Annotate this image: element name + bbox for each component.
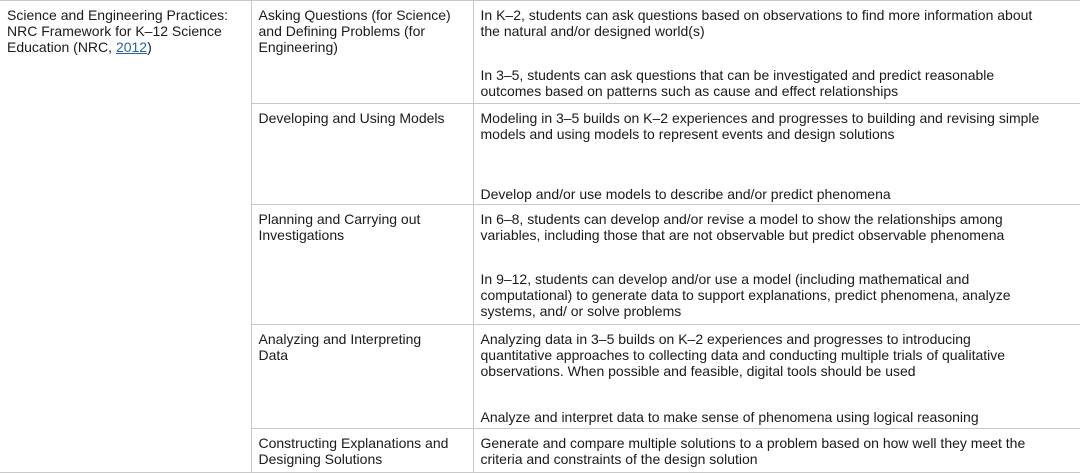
practice-label: Developing and Using Models (258, 110, 445, 126)
description-paragraph: Modeling in 3–5 builds on K–2 experiences and progresses to building and revising simple models and using models to represent events and design solutions (480, 110, 1040, 142)
practice-label: Asking Questions (for Science) and Defining Problems (for Engineering) (258, 7, 451, 55)
description-paragraph: In 6–8, students can develop and/or revise a model to show the relationships among variables, including those that are not observable but predict observable phenomena (480, 211, 1005, 243)
practice-cell (251, 325, 473, 429)
practice-label: Planning and Carrying out Investigations (258, 211, 421, 243)
framework-label (7, 7, 245, 55)
framework-cell (0, 1, 251, 473)
description-cell (473, 104, 1080, 205)
practice-cell (251, 1, 473, 104)
practice-cell (251, 429, 473, 473)
description-cell (473, 429, 1080, 473)
description-paragraph: In 9–12, students can develop and/or use a model (including mathematical and computational) to generate data to support explanations, predict phenomena, analyze systems, and/ or solve problems (480, 271, 1011, 319)
description-paragraph: Analyze and interpret data to make sense of phenomena using logical reasoning (480, 409, 979, 425)
framework-text: Science and Engineering Practices: NRC Framework for K–12 Science Education (NRC, (7, 7, 229, 55)
description-paragraph: Analyzing data in 3–5 builds on K–2 experiences and progresses to introducing quantitative approaches to collecting data and conducting multiple trials of qualitative observations. When possible and feasible, digital tools should be used (480, 331, 1006, 379)
practice-cell (251, 104, 473, 205)
practice-label: Analyzing and Interpreting Data (258, 331, 422, 363)
table-row (0, 1, 1080, 104)
description-paragraph: In K–2, students can ask questions based on observations to find more information about the natural and/or designed world(s) (480, 7, 1033, 39)
description-paragraph: Develop and/or use models to describe and/or predict phenomena (480, 186, 891, 202)
description-cell (473, 325, 1080, 429)
practice-cell (251, 205, 473, 325)
framework-close-paren: ) (147, 39, 152, 55)
description-cell (473, 205, 1080, 325)
description-paragraph: Generate and compare multiple solutions to a problem based on how well they meet the criteria and constraints of the design solution (480, 435, 1026, 467)
description-cell (473, 1, 1080, 104)
description-paragraph: In 3–5, students can ask questions that can be investigated and predict reasonable outcomes based on patterns such as cause and effect relationships (480, 67, 995, 99)
practice-label: Constructing Explanations and Designing Solutions (258, 435, 449, 467)
citation-link-2012[interactable]: 2012 (115, 39, 148, 55)
